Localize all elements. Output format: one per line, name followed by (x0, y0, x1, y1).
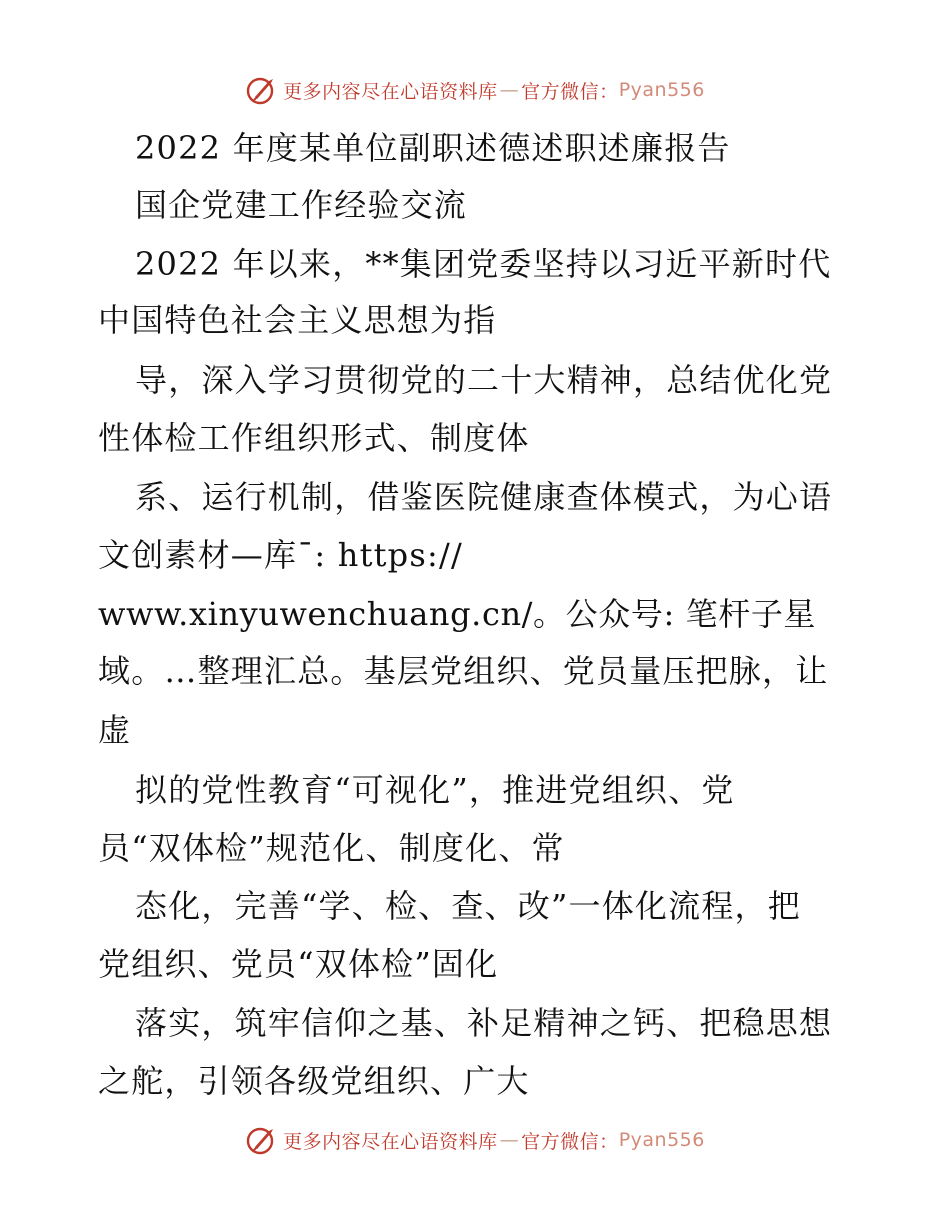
text-line: 导，深入学习贯彻党的二十大精神，总结优化党 (135, 361, 833, 399)
text-line: 员“双体检”规范化、制度化、常 (98, 829, 565, 867)
text-line: 落实，筑牢信仰之基、补足精神之钙、把稳思想 (135, 1004, 833, 1042)
footer-brand: 更多内容尽在心语资料库 (283, 1130, 498, 1153)
doc-subtitle: 国企党建工作经验交流 (135, 186, 468, 224)
footer-banner (0, 1120, 950, 1160)
footer-wechat-id: Pyan556 (618, 1129, 705, 1151)
text-line: 文创素材—库¯: https:// (98, 536, 463, 574)
text-line: 态化，完善“学、检、查、改”一体化流程，把 (135, 887, 801, 925)
header-wechat-label: 官方微信： (521, 80, 619, 103)
text-line: 中国特色社会主义思想为指 (98, 301, 497, 339)
text-line: 之舵，引领各级党组织、广大 (98, 1062, 530, 1100)
header-banner (0, 70, 950, 110)
footer-separator: — (499, 1129, 520, 1151)
text-line: 2022 年以来，**集团党委坚持以习近平新时代 (135, 245, 832, 283)
header-brand: 更多内容尽在心语资料库 (283, 80, 498, 103)
header-separator: — (499, 79, 520, 101)
text-line: 党组织、党员“双体检”固化 (98, 945, 499, 983)
quill-logo-icon (245, 1123, 279, 1157)
footer-wechat-label: 官方微信： (521, 1130, 619, 1153)
quill-logo-icon (245, 73, 279, 107)
text-line: 虚 (98, 711, 132, 749)
text-line: www.xinyuwenchuang.cn/。公众号: 笔杆子星 (98, 595, 817, 633)
text-line: 系、运行机制，借鉴医院健康查体模式，为心语 (135, 478, 833, 516)
text-line: 拟的党性教育“可视化”，推进党组织、党 (135, 771, 735, 809)
text-line: 域。…整理汇总。基层党组织、党员量压把脉，让 (98, 652, 829, 690)
text-line: 性体检工作组织形式、制度体 (98, 419, 530, 457)
doc-title: 2022 年度某单位副职述德述职述廉报告 (135, 129, 731, 167)
header-wechat-id: Pyan556 (618, 79, 705, 101)
